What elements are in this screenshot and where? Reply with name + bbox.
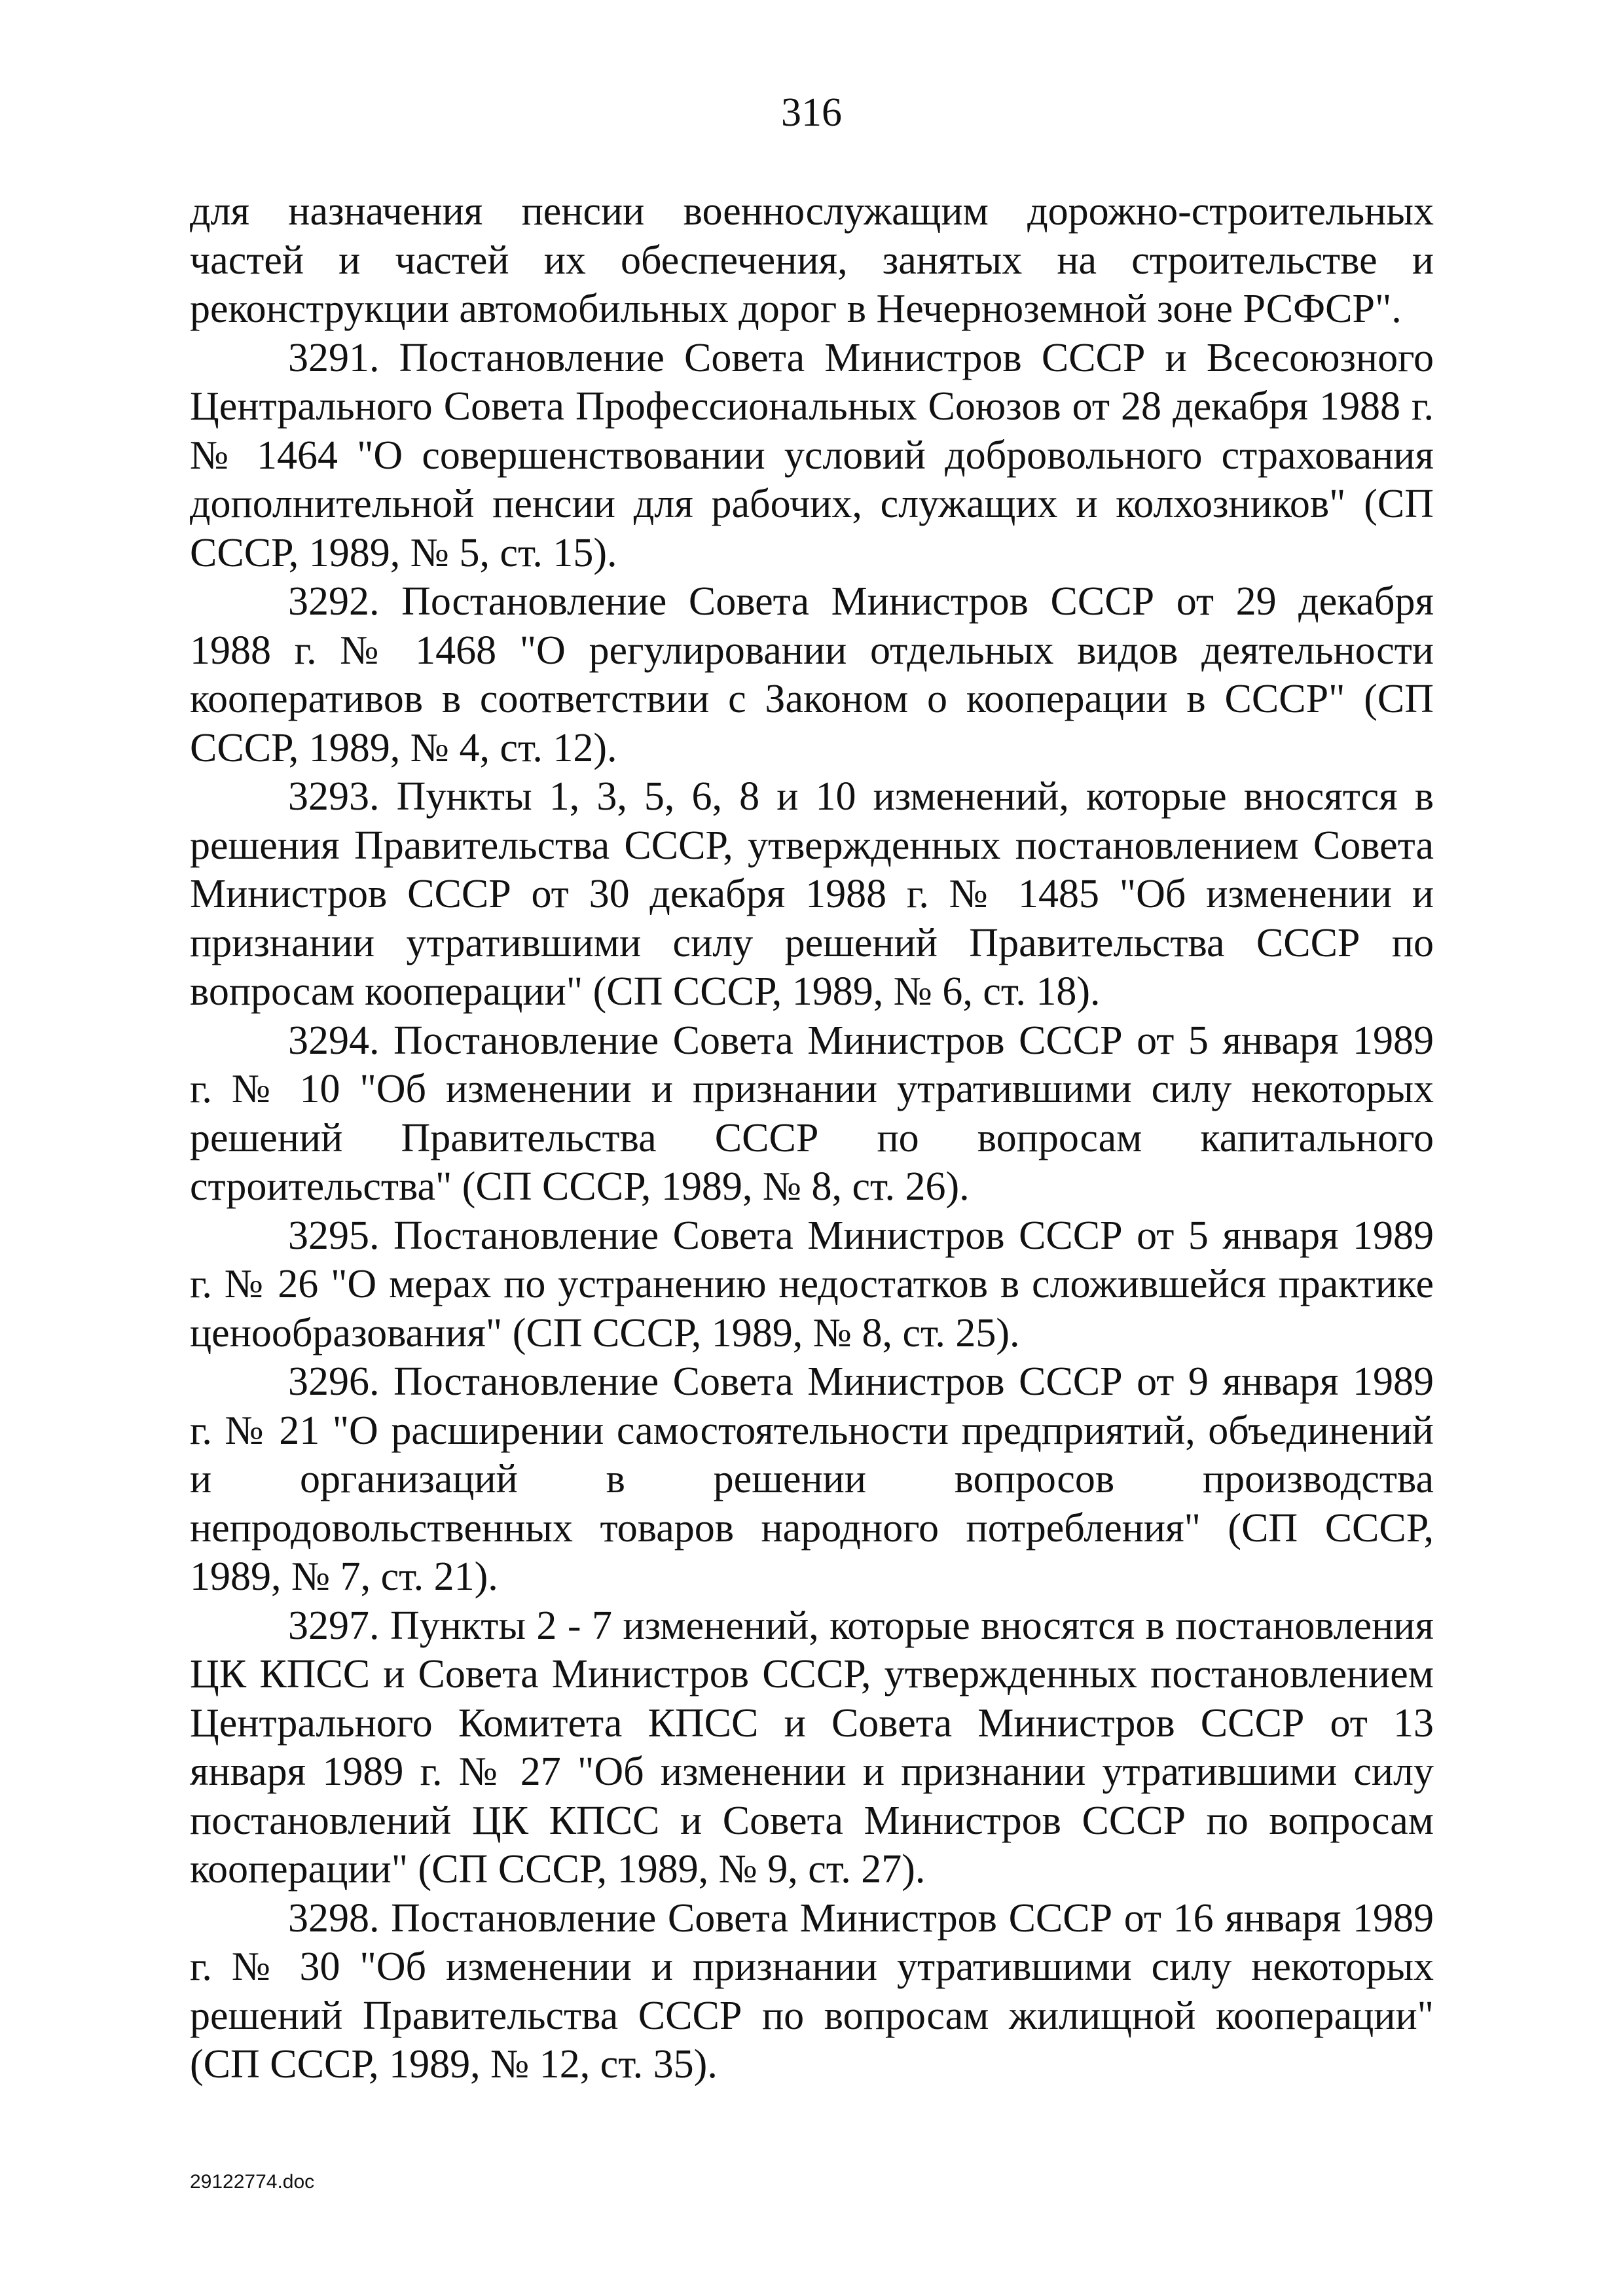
paragraph-item-3298: 3298. Постановление Совета Министров СССР от 16 января 1989 г. № 30 "Об изменении и признании утратившими силу некоторых решений Правительства СССР по вопросам жилищной кооперации" (СП СССР, 1989, № 12, ст. 35). [190, 1895, 1434, 2087]
paragraph-continuation: для назначения пенсии военнослужащим дорожно-строительных частей и частей их обеспечения, занятых на строительстве и реконструкции автомобильных дорог в Нечерноземной зоне РСФСР". [190, 189, 1434, 331]
paragraph-item-3292: 3292. Постановление Совета Министров СССР от 29 декабря 1988 г. № 1468 "О регулировании отдельных видов деятельности кооперативов в соответствии с Законом о кооперации в СССР" (СП СССР, 1989, № 4, ст. 12). [190, 579, 1434, 770]
footer-filename: 29122774.doc [190, 2171, 315, 2193]
paragraph-item-3297: 3297. Пункты 2 - 7 изменений, которые вносятся в постановления ЦК КПСС и Совета Министров СССР, утвержденных постановлением Центрального Комитета КПСС и Совета Министров СССР от 13 января 1989 г. № 27 "Об изменении и признании утратившими силу постановлений ЦК КПСС и Совета Министров СССР по вопросам кооперации" (СП СССР, 1989, № 9, ст. 27). [190, 1603, 1434, 1892]
page-number: 316 [781, 90, 842, 135]
document-body [190, 187, 1434, 2089]
paragraph-item-3295: 3295. Постановление Совета Министров СССР от 5 января 1989 г. № 26 "О мерах по устранению недостатков в сложившейся практике ценообразования" (СП СССР, 1989, № 8, ст. 25). [190, 1213, 1434, 1355]
paragraph-item-3291: 3291. Постановление Совета Министров СССР и Всесоюзного Центрального Совета Профессиональных Союзов от 28 декабря 1988 г. № 1464 "О совершенствовании условий добровольного страхования дополнительной пенсии для рабочих, служащих и колхозников" (СП СССР, 1989, № 5, ст. 15). [190, 335, 1434, 575]
paragraph-item-3294: 3294. Постановление Совета Министров СССР от 5 января 1989 г. № 10 "Об изменении и признании утратившими силу некоторых решений Правительства СССР по вопросам капитального строительства" (СП СССР, 1989, № 8, ст. 26). [190, 1018, 1434, 1209]
paragraph-item-3296: 3296. Постановление Совета Министров СССР от 9 января 1989 г. № 21 "О расширении самостоятельности предприятий, объединений и организаций в решении вопросов производства непродовольственных товаров народного потребления" (СП СССР, 1989, № 7, ст. 21). [190, 1359, 1434, 1599]
paragraph-item-3293: 3293. Пункты 1, 3, 5, 6, 8 и 10 изменений, которые вносятся в решения Правительства СССР, утвержденных постановлением Совета Министров СССР от 30 декабря 1988 г. № 1485 "Об изменении и признании утратившими силу решений Правительства СССР по вопросам кооперации" (СП СССР, 1989, № 6, ст. 18). [190, 774, 1434, 1014]
